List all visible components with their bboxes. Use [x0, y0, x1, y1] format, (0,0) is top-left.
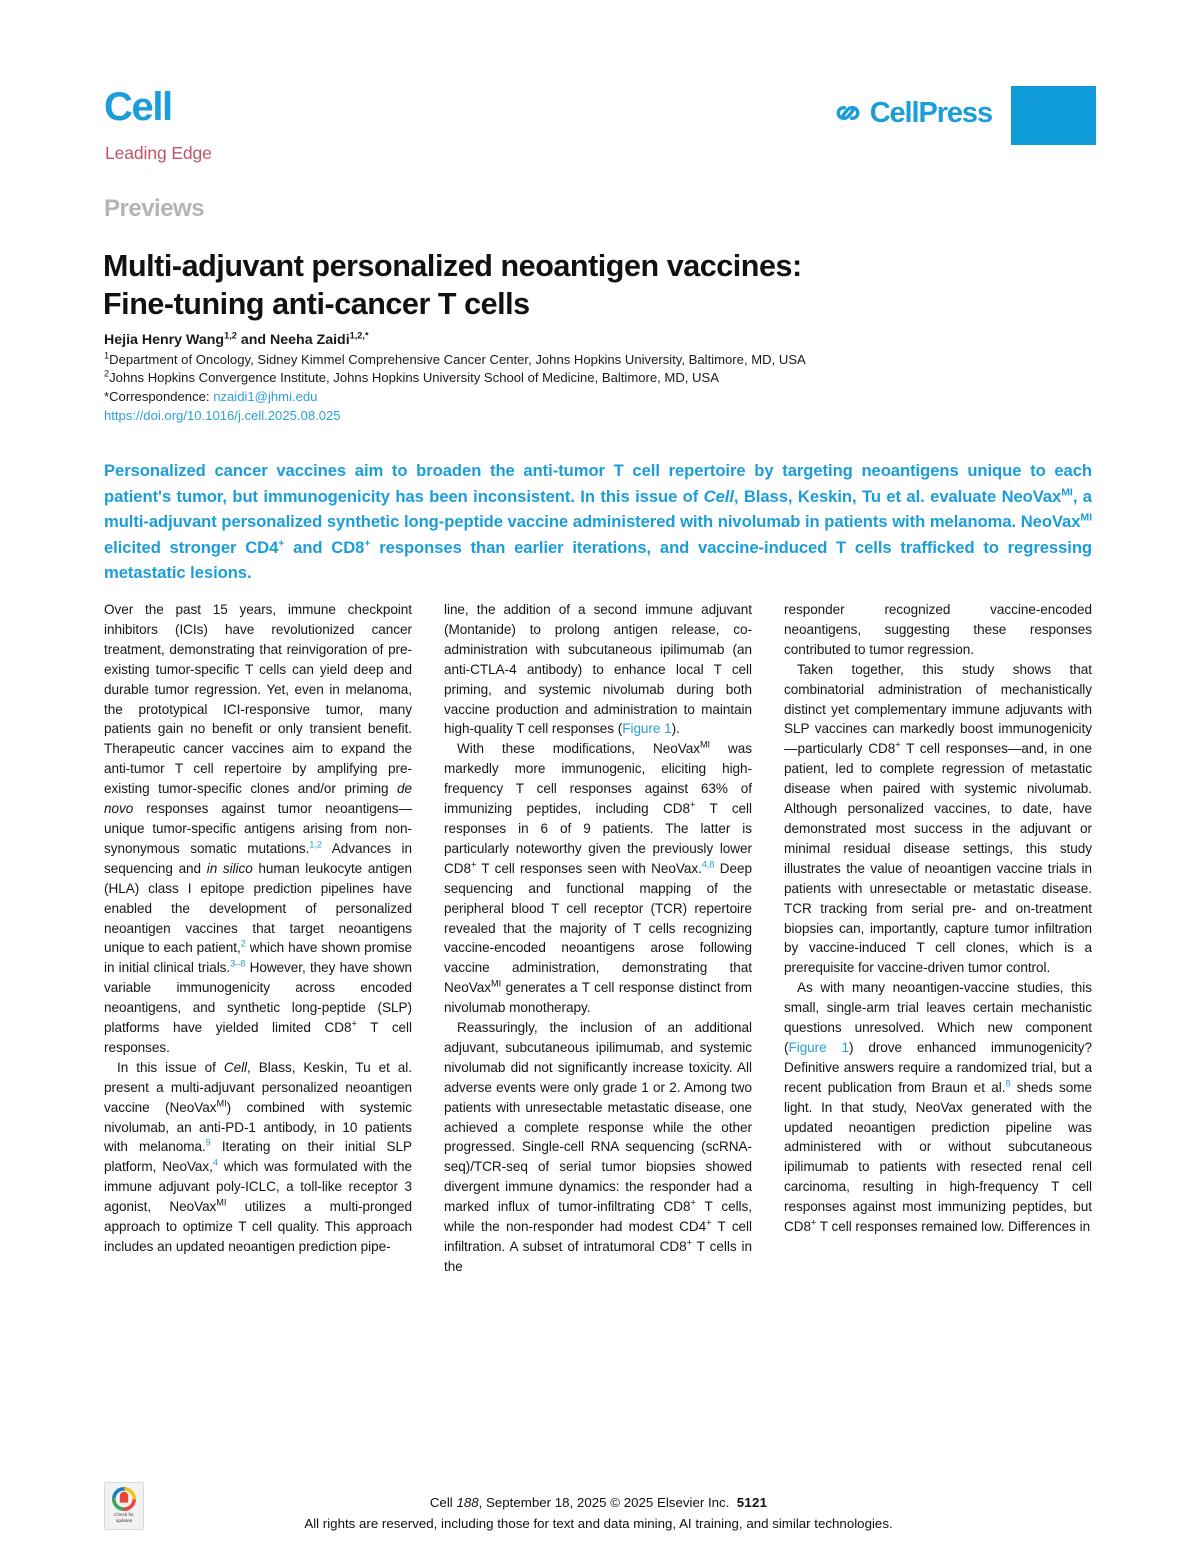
author-2-name: Neeha Zaidi — [270, 332, 350, 348]
c2p3-b: T cells, while the non-responder had modest CD4 — [444, 1199, 752, 1235]
correspondence-line — [104, 388, 1084, 406]
paragraph-c1-p1 — [104, 600, 412, 1058]
author-2-affiliation-markers: 1,2,* — [349, 330, 369, 341]
c1p2-neovax-mi-sup-2: MI — [216, 1197, 227, 1208]
c2p3-cd8-plus-1: + — [690, 1197, 696, 1208]
paragraph-c3-p3 — [784, 978, 1092, 1237]
footer-journal-name: Cell — [429, 1495, 457, 1510]
abstract-journal-italic-1: Cell — [703, 486, 734, 506]
figure-1-crossref-link-1[interactable]: Figure 1 — [622, 721, 672, 737]
abstract-part-4: elicited stronger CD4 — [104, 537, 279, 557]
article-title-line-1: Multi-adjuvant personalized neoantigen vaccines: — [103, 249, 802, 284]
c1p1-ref-3[interactable]: 3–8 — [230, 958, 246, 969]
c1p2-e: which was formulated with the immune adjuvant poly-ICLC, a toll-like receptor 3 agonist, NeoVax — [104, 1159, 412, 1215]
affiliation-1-marker: 1 — [104, 350, 110, 361]
c2p3-cd8-plus-2: + — [686, 1237, 692, 1248]
c2p3-d: T cells in the — [444, 1239, 752, 1274]
c1p2-neovax-mi-sup-1: MI — [216, 1098, 227, 1109]
footer-volume: 188 — [456, 1495, 479, 1510]
c2p2-e: Deep sequencing and functional mapping of the peripheral blood T cell receptor (TCR) repertoire revealed that the majority of T cells recognizing vaccine-encoded neoantigens arose following vaccine administration, demonstrating that NeoVax — [444, 860, 753, 996]
c3p3-a: As with many neoantigen-vaccine studies, this small, single-arm trial leaves certain mechanistic questions unresolved. Which new component ( — [784, 980, 1092, 1055]
c3p2-b: T cell responses—and, in one patient, led to complete regression of metastatic disease when paired with systemic nivolumab. Although personalized vaccines, to date, have demonstrated most success in the adjuvant or minimal residual disease settings, this study illustrates the value of neoantigen vaccine trials in patients with unresectable or metastatic disease. TCR tracking from serial pre- and on-treatment biopsies can, importantly, capture tumor infiltration by vaccine-induced T cell clones, which is a prerequisite for vaccine-driven tumor control. — [784, 741, 1092, 976]
c3p2-a: Taken together, this study shows that combinatorial administration of mechanistically distinct yet complementary immune adjuvants with SLP vaccines can markedly boost immunogenicity—particularly CD8 — [784, 661, 1092, 757]
c1p1-ref-2[interactable]: 2 — [240, 938, 246, 949]
c1p1-italic-in-silico: in silico — [206, 860, 253, 876]
c1p2-d: Iterating on their initial SLP platform, NeoVax, — [104, 1139, 412, 1175]
author-block — [104, 331, 1084, 425]
c3p2-cd8-plus: + — [895, 739, 901, 750]
paragraph-c2-p2 — [444, 739, 752, 1018]
c1p1-italic-de-novo: de novo — [104, 781, 412, 817]
c1p1-f: However, they have shown variable immunogenicity across encoded neoantigens, and synthetic long-peptide (SLP) platforms have yielded limited CD8 — [104, 960, 412, 1036]
author-1-affiliation-markers: 1,2 — [224, 330, 237, 341]
affiliation-1-text: Department of Oncology, Sidney Kimmel Comprehensive Cancer Center, Johns Hopkins University, Baltimore, MD, USA — [109, 351, 806, 367]
figure-1-crossref-link-2[interactable]: Figure 1 — [788, 1039, 849, 1055]
footer-citation-line — [104, 1492, 1093, 1513]
affiliation-2 — [104, 369, 1084, 387]
abstract-part-1: Personalized cancer vaccines aim to broaden the anti-tumor T cell repertoire by targeting neoantigens unique to each patient's tumor, but immunogenicity has been inconsistent. In this issue of — [104, 461, 1092, 506]
affiliation-2-text: Johns Hopkins Convergence Institute, Johns Hopkins University School of Medicine, Baltimore, MD, USA — [109, 370, 719, 386]
c1p1-ref-1[interactable]: 1,2 — [309, 839, 322, 850]
c3p3-b: ) drove enhanced immunogenicity? Definitive answers require a randomized trial, but a recent publication from Braun et al. — [784, 1039, 1092, 1095]
c1p2-c: ) combined with systemic nivolumab, an anti-PD-1 antibody, in 10 patients with melanoma. — [104, 1099, 413, 1155]
c1p1-c: Advances in sequencing and — [104, 840, 412, 876]
abstract-sup-4: + — [364, 537, 371, 550]
doi-link[interactable]: https://doi.org/10.1016/j.cell.2025.08.025 — [104, 408, 341, 424]
c2p2-c: T cell responses in 6 of 9 patients. The latter is particularly noteworthy given the previously lower CD8 — [444, 801, 752, 876]
c2p2-neovax-mi-sup-2: MI — [490, 978, 502, 989]
paragraph-c2-p1 — [444, 600, 752, 739]
c1p2-italic-cell: Cell — [223, 1059, 248, 1075]
c1p2-a: In this issue of — [117, 1059, 224, 1075]
affiliation-1 — [104, 351, 1084, 369]
crossmark-label-line-2: updates — [115, 1517, 133, 1523]
abstract-part-5: and CD8 — [284, 537, 365, 557]
c2p2-ref-1[interactable]: 4,8 — [701, 859, 715, 870]
paragraph-c3-p2 — [784, 660, 1092, 979]
c2p1-a: line, the addition of a second immune adjuvant (Montanide) to prolong antigen release, co-administration with subcutaneous ipilimumab (an anti-CTLA-4 antibody) to enhance local T cell priming, and systemic nivolumab during both vaccine production and administration to maintain high-quality T cell responses ( — [444, 602, 752, 737]
cellpress-link-icon — [835, 100, 861, 126]
paragraph-c1-p2 — [104, 1058, 412, 1257]
cellpress-wordmark: CellPress — [869, 97, 992, 129]
abstract-sup-2: MI — [1080, 511, 1092, 524]
abstract-part-3: , a multi-adjuvant personalized synthetic long-peptide vaccine administered with nivolumab in patients with melanoma. NeoVax — [104, 486, 1092, 532]
footer-rights-line: All rights are reserved, including those for text and data mining, AI training, and similar technologies. — [304, 1516, 893, 1531]
paragraph-c2-p3 — [444, 1018, 752, 1277]
correspondence-label: *Correspondence: — [104, 388, 214, 404]
footer-citation-rest: , September 18, 2025 © 2025 Elsevier Inc. — [478, 1495, 730, 1510]
c1p2-f: utilizes a multi-pronged approach to optimize T cell quality. This approach includes an updated neoantigen prediction pipe- — [104, 1199, 412, 1254]
c1p2-ref-1[interactable]: 9 — [205, 1137, 211, 1148]
c2p2-f: generates a T cell response distinct from nivolumab monotherapy. — [444, 980, 752, 1016]
c2p2-cd8-plus-2: + — [470, 859, 477, 870]
abstract-sup-3: + — [278, 537, 285, 550]
body-column-3 — [784, 600, 1092, 1277]
c2p3-cd4-plus: + — [706, 1217, 712, 1228]
crossmark-label-line-1: Check for — [114, 1512, 134, 1517]
brand-color-block — [1011, 86, 1096, 145]
c2p2-d: T cell responses seen with NeoVax. — [476, 860, 702, 876]
abstract-part-2: , Blass, Keskin, Tu et al. evaluate NeoVax — [733, 486, 1062, 506]
body-column-1 — [104, 600, 412, 1277]
correspondence-email-link[interactable]: nzaidi1@jhmi.edu — [213, 388, 318, 404]
author-conjunction: and — [236, 332, 270, 348]
body-column-2 — [444, 600, 752, 1277]
c1p1-g: T cell responses. — [104, 1020, 412, 1055]
cell-journal-logo: Cell — [104, 85, 172, 129]
c2p3-a: Reassuringly, the inclusion of an additional adjuvant, subcutaneous ipilimumab, and systemic nivolumab did not significantly increase toxicity. All adverse events were only grade 1 or 2. Among two patients with unresectable metastatic disease, one achieved a complete response while the other progressed. Single-cell RNA sequencing (scRNA-seq)/TCR-seq of serial tumor biopsies showed divergent immune dynamics: the responder had a marked influx of tumor-infiltrating CD8 — [444, 1020, 752, 1215]
c2p1-b: ). — [671, 721, 680, 737]
c3p3-cd8-plus: + — [810, 1217, 817, 1228]
c1p2-ref-2[interactable]: 4 — [212, 1157, 218, 1168]
section-kicker: Previews — [104, 195, 205, 222]
c1p1-d: human leukocyte antigen (HLA) class I epitope prediction pipelines have enabled the development of personalized neoantigen vaccines that target neoantigens unique to each patient, — [104, 860, 412, 956]
footer-page-number: 5121 — [736, 1495, 768, 1510]
cellpress-logo — [835, 98, 992, 128]
c1p1-e: which have shown promise in initial clinical trials. — [104, 940, 413, 976]
author-names — [104, 331, 1084, 349]
page-title — [103, 247, 1063, 323]
c1p2-b: , Blass, Keskin, Tu et al. present a multi-adjuvant personalized neoantigen vaccine (NeoVax — [104, 1059, 412, 1115]
leading-edge-label: Leading Edge — [105, 143, 212, 163]
affiliation-2-marker: 2 — [104, 368, 110, 379]
page-footer — [104, 1492, 1093, 1534]
c3p3-c: sheds some light. In that study, NeoVax generated with the updated neoantigen prediction pipeline was administered with or without subcutaneous ipilimumab to patients with resected renal cell carcinoma, resulting in high-frequency T cell responses against most immunizing peptides, but CD8 — [784, 1079, 1092, 1235]
abstract-sup-1: MI — [1061, 486, 1073, 499]
c1p1-cd8-plus: + — [351, 1018, 357, 1029]
c2p2-b: was markedly more immunogenic, eliciting high-frequency T cell responses against 63% of immunizing peptides, including CD8 — [444, 741, 752, 817]
body-columns — [104, 600, 1093, 1277]
masthead — [104, 86, 1096, 172]
article-summary — [104, 458, 1092, 586]
c2p2-neovax-mi-sup-1: MI — [699, 739, 711, 750]
c3p3-ref-1[interactable]: 8 — [1005, 1078, 1011, 1089]
abstract-part-6: responses than earlier iterations, and vaccine-induced T cells trafficked to regressing metastatic lesions. — [104, 537, 1092, 583]
c2p2-a: With these modifications, NeoVax — [457, 741, 700, 757]
c1p1-b: responses against tumor neoantigens—unique tumor-specific antigens arising from non-synonymous somatic mutations. — [104, 801, 412, 856]
c2p2-cd8-plus-1: + — [689, 799, 696, 810]
paragraph-c3-p1: responder recognized vaccine-encoded neoantigens, suggesting these responses contributed to tumor regression. — [784, 602, 1092, 657]
author-1-name: Hejia Henry Wang — [104, 332, 225, 348]
c2p3-c: T cell infiltration. A subset of intratumoral CD8 — [444, 1219, 752, 1254]
c3p3-d: T cell responses remained low. Differences in — [816, 1219, 1091, 1235]
c1p1-a: Over the past 15 years, immune checkpoint inhibitors (ICIs) have revolutionized cancer treatment, demonstrating that reinvigoration of pre-existing tumor-specific T cells can yield deep and durable tumor regression. Yet, even in melanoma, the prototypical ICI-responsive tumor, many patients gain no benefit or only transient benefit. Therapeutic cancer vaccines aim to expand the anti-tumor T cell repertoire by amplifying pre-existing tumor-specific clones and/or priming — [104, 602, 412, 797]
article-title-line-2: Fine-tuning anti-cancer T cells — [103, 287, 530, 322]
